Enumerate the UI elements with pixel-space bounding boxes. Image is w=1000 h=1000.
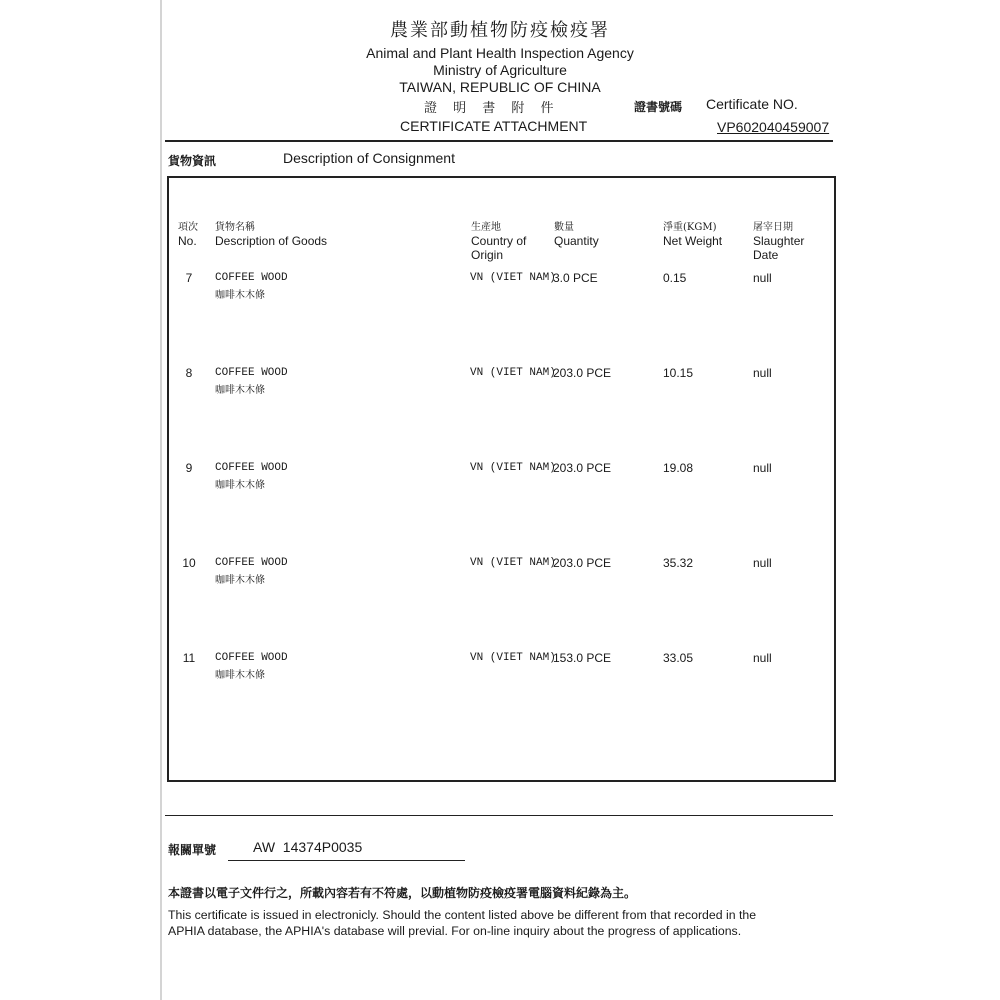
row-origin: VN (VIET NAM) [470, 557, 556, 569]
col-origin-en: Country of [471, 234, 527, 248]
cert-no-label-en: Certificate NO. [706, 96, 798, 112]
col-date-en2: Date [753, 248, 779, 262]
row-qty: 203.0 PCE [553, 461, 612, 475]
country-name: TAIWAN, REPUBLIC OF CHINA [399, 79, 601, 95]
row-no: 11 [182, 651, 196, 665]
col-desc-zh: 貨物名稱 [215, 222, 255, 233]
row-desc: COFFEE WOOD [215, 462, 288, 474]
doc-title-zh: 證 明 書 附 件 [424, 101, 560, 116]
row-date: null [753, 461, 772, 475]
row-weight: 10.15 [663, 366, 694, 380]
row-desc: COFFEE WOOD [215, 272, 288, 284]
ministry-name: Ministry of Agriculture [433, 62, 567, 78]
row-qty: 3.0 PCE [553, 271, 598, 285]
row-origin: VN (VIET NAM) [470, 367, 556, 379]
scan-edge-line [160, 0, 162, 1000]
row-weight: 19.08 [663, 461, 694, 475]
row-date: null [753, 556, 772, 570]
cert-number: VP602040459007 [717, 119, 830, 135]
row-no: 9 [185, 461, 193, 475]
row-desc: COFFEE WOOD [215, 557, 288, 569]
row-origin: VN (VIET NAM) [470, 462, 556, 474]
col-weight-en: Net Weight [663, 234, 723, 248]
section-label-en: Description of Consignment [283, 150, 455, 166]
section-label-zh: 貨物資訊 [168, 154, 217, 168]
customs-number-underline [228, 860, 465, 861]
row-desc: COFFEE WOOD [215, 367, 288, 379]
col-desc-en: Description of Goods [215, 234, 328, 248]
footer-divider [165, 815, 833, 816]
cert-no-label-zh: 證書號碼 [634, 100, 683, 114]
row-qty: 203.0 PCE [553, 556, 612, 570]
row-no: 7 [185, 271, 193, 285]
scan-margin [0, 0, 162, 1000]
row-desc-zh: 咖啡木木條 [215, 385, 265, 396]
row-origin: VN (VIET NAM) [470, 652, 556, 664]
agency-name-zh: 農業部動植物防疫檢疫署 [390, 20, 610, 41]
header-divider [165, 140, 833, 142]
row-desc-zh: 咖啡木木條 [215, 480, 265, 491]
agency-name-en: Animal and Plant Health Inspection Agency [366, 45, 634, 61]
row-weight: 35.32 [663, 556, 694, 570]
col-weight-zh: 淨重(KGM) [663, 222, 717, 233]
row-date: null [753, 651, 772, 665]
col-no-en: No. [178, 234, 197, 248]
row-qty: 203.0 PCE [553, 366, 612, 380]
col-qty-zh: 數量 [554, 222, 574, 233]
row-desc: COFFEE WOOD [215, 652, 288, 664]
row-date: null [753, 366, 772, 380]
row-no: 8 [185, 366, 193, 380]
notice-zh: 本證書以電子文件行之，所載內容若有不符處，以動植物防疫檢疫署電腦資料紀錄為主。 [168, 886, 637, 900]
row-qty: 153.0 PCE [553, 651, 612, 665]
customs-number: AW 14374P0035 [253, 839, 363, 855]
col-date-en: Slaughter [753, 234, 805, 248]
col-origin-zh: 生產地 [471, 222, 501, 233]
doc-title-en: CERTIFICATE ATTACHMENT [400, 118, 588, 134]
col-qty-en: Quantity [554, 234, 599, 248]
row-desc-zh: 咖啡木木條 [215, 670, 265, 681]
notice-en-line2: APHIA database, the APHIA's database will previal. For on-line inquiry about the progress of applications. [168, 924, 742, 938]
row-origin: VN (VIET NAM) [470, 272, 556, 284]
row-date: null [753, 271, 772, 285]
row-weight: 0.15 [663, 271, 687, 285]
col-no-zh: 項次 [178, 222, 198, 233]
row-desc-zh: 咖啡木木條 [215, 575, 265, 586]
row-weight: 33.05 [663, 651, 694, 665]
col-date-zh: 屠宰日期 [753, 222, 793, 233]
row-no: 10 [182, 556, 196, 570]
col-origin-en2: Origin [471, 248, 504, 262]
notice-en-line1: This certificate is issued in electronicly. Should the content listed above be different from that recorded in the [168, 908, 757, 922]
customs-label-zh: 報關單號 [168, 843, 217, 857]
row-desc-zh: 咖啡木木條 [215, 290, 265, 301]
consignment-table [167, 176, 836, 782]
